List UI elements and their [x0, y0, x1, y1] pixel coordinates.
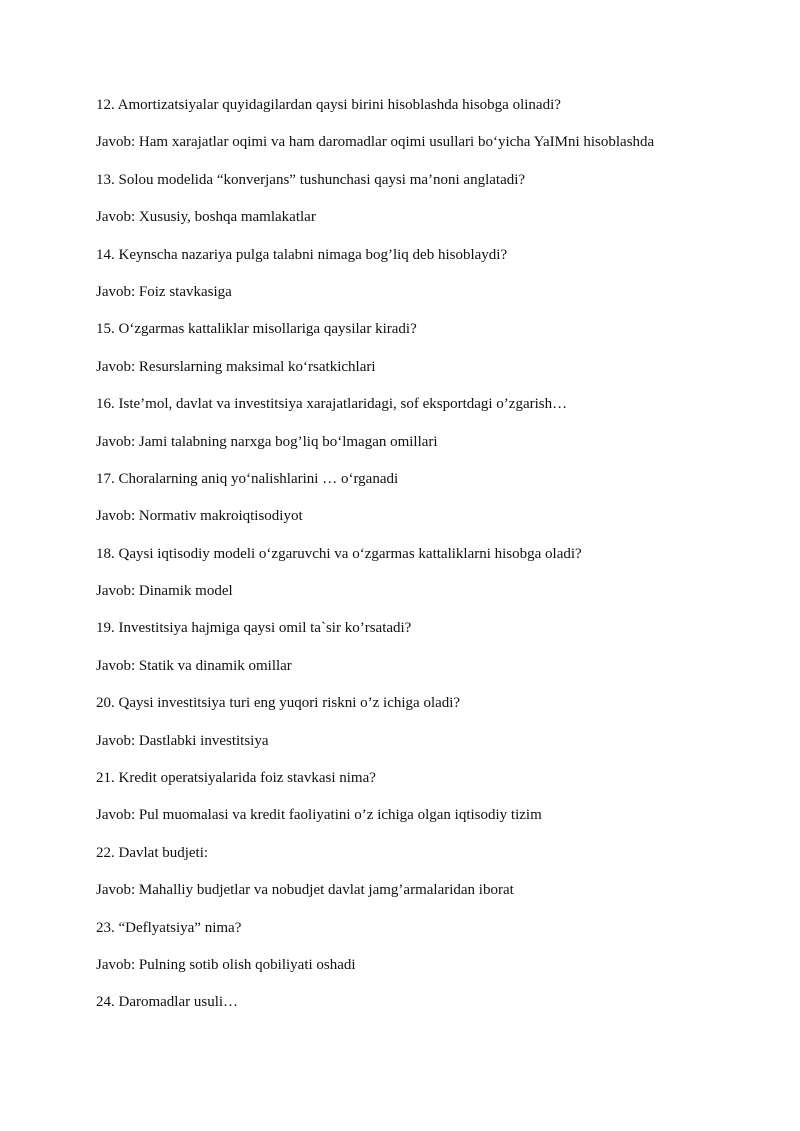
- question-15: 15. O‘zgarmas kattaliklar misollariga qaysilar kiradi?: [96, 321, 417, 338]
- question-19: 19. Investitsiya hajmiga qaysi omil ta`sir ko’rsatadi?: [96, 620, 412, 637]
- answer-18: Javob: Dinamik model: [96, 583, 233, 600]
- answer-16: Javob: Jami talabning narxga bog’liq bo‘lmagan omillari: [96, 433, 438, 450]
- question-24: 24. Daromadlar usuli…: [96, 994, 239, 1011]
- answer-20: Javob: Dastlabki investitsiya: [96, 732, 269, 749]
- question-12: 12. Amortizatsiyalar quyidagilardan qaysi birini hisoblashda hisobga olinadi?: [96, 97, 561, 113]
- answer-21: Javob: Pul muomalasi va kredit faoliyatini o’z ichiga olgan iqtisodiy tizim: [96, 807, 542, 824]
- question-22: 22. Davlat budjeti:: [96, 844, 209, 861]
- answer-13: Javob: Xususiy, boshqa mamlakatlar: [96, 209, 316, 226]
- question-23: 23. “Deflyatsiya” nima?: [96, 919, 242, 936]
- answer-23: Javob: Pulning sotib olish qobiliyati oshadi: [96, 956, 356, 973]
- answer-17: Javob: Normativ makroiqtisodiyot: [96, 508, 303, 525]
- answer-15: Javob: Resurslarning maksimal ko‘rsatkichlari: [96, 358, 376, 375]
- question-14: 14. Keynscha nazariya pulga talabni nimaga bog’liq deb hisoblaydi?: [96, 246, 508, 263]
- question-17: 17. Choralarning aniq yo‘nalishlarini … o‘rganadi: [96, 470, 399, 487]
- document-body: [96, 95, 756, 1030]
- answer-12: Javob: Ham xarajatlar oqimi va ham daromadlar oqimi usullari bo‘yicha YaIMni hisoblashda: [96, 134, 655, 151]
- question-20: 20. Qaysi investitsiya turi eng yuqori riskni o’z ichiga oladi?: [96, 695, 461, 712]
- question-21: 21. Kredit operatsiyalarida foiz stavkasi nima?: [96, 770, 376, 787]
- answer-22: Javob: Mahalliy budjetlar va nobudjet davlat jamg’armalaridan iborat: [96, 882, 514, 899]
- question-18: 18. Qaysi iqtisodiy modeli o‘zgaruvchi va o‘zgarmas kattaliklarni hisobga oladi?: [96, 545, 582, 562]
- question-16: 16. Iste’mol, davlat va investitsiya xarajatlaridagi, sof eksportdagi o’zgarish…: [96, 396, 568, 413]
- question-13: 13. Solou modelida “konverjans” tushunchasi qaysi ma’noni anglatadi?: [96, 171, 526, 188]
- answer-19: Javob: Statik va dinamik omillar: [96, 657, 292, 674]
- answer-14: Javob: Foiz stavkasiga: [96, 283, 232, 300]
